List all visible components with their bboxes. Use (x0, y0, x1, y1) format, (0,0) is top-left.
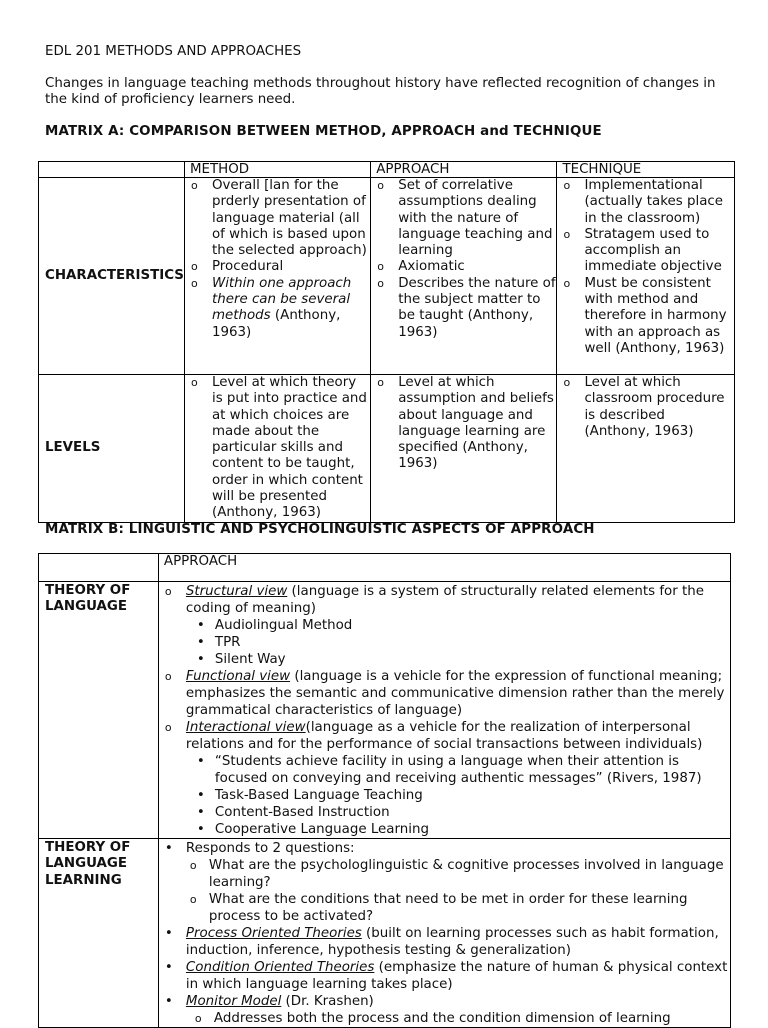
levels-method-cell (184, 375, 370, 523)
matrix-a-header-row (39, 162, 735, 178)
condition-oriented-text: (emphasize the nature of human & physical context in which language learning takes place) (185, 960, 728, 992)
matrix-b-heading: MATRIX B: LINGUISTIC AND PSYCHOLINGUISTIC ASPECTS OF APPROACH (45, 522, 595, 537)
matrix-b-corner-cell (39, 554, 159, 582)
row-label-theory-of-language-learning: THEORY OF LANGUAGE LEARNING (39, 839, 159, 1028)
matrix-a-table (38, 161, 735, 523)
levels-approach-cell (371, 375, 557, 523)
row-label-theory-of-language: THEORY OF LANGUAGE (39, 582, 159, 839)
intro-paragraph: Changes in language teaching methods throughout history have reflected recognition of changes in the kind of proficiency learners need. (45, 76, 716, 108)
italic-text: Within one approach there can be several methods (211, 275, 352, 324)
characteristics-row (39, 178, 735, 375)
matrix-b-table (38, 553, 731, 1028)
col-header-approach-b: APPROACH (158, 554, 730, 582)
list-item: • Cooperative Language Learning (159, 821, 730, 838)
list-item: o Implementational (actually takes place in the classroom) (557, 178, 734, 227)
levels-technique-cell (557, 375, 735, 523)
theory-of-language-row (39, 582, 731, 839)
theory-of-language-learning-cell (158, 839, 730, 1028)
matrix-a-heading: MATRIX A: COMPARISON BETWEEN METHOD, APPROACH and TECHNIQUE (45, 124, 602, 139)
responds-text: Responds to 2 questions: (185, 841, 355, 856)
functional-view-text: (language is a vehicle for the expression of functional meaning; emphasizes the semantic and communicative dimension rather than the merely grammatical characteristics of language) (185, 669, 725, 718)
list-item: o Stratagem used to accomplish an immediate objective (557, 227, 734, 276)
theory-of-language-learning-row (39, 839, 731, 1028)
interactional-view-term: Interactional view (185, 720, 306, 735)
list-item: • Silent Way (159, 651, 730, 668)
course-title: EDL 201 METHODS AND APPROACHES (45, 44, 302, 59)
list-item: o Level at which theory is put into practice and at which choices are made about the particular skills and content to be taught, order in which content will be presented (Anthony, 1963) (185, 375, 370, 522)
structural-view-text: (language is a system of structurally related elements for the coding of meaning) (185, 584, 704, 616)
list-item (159, 993, 730, 1027)
matrix-a-corner-cell (39, 162, 185, 178)
list-item: o Procedural (185, 259, 370, 275)
matrix-b-header-row (39, 554, 731, 582)
col-header-approach: APPROACH (371, 162, 557, 178)
characteristics-approach-cell (371, 178, 557, 375)
list-item: o Describes the nature of the subject matter to be taught (Anthony, 1963) (371, 276, 556, 341)
list-item: o Axiomatic (371, 259, 556, 275)
condition-oriented-term: Condition Oriented Theories (185, 960, 375, 975)
list-item (159, 925, 730, 959)
list-item: o What are the psychologlinguistic & cognitive processes involved in language learning? (159, 857, 730, 891)
col-header-method: METHOD (184, 162, 370, 178)
list-item (159, 719, 730, 838)
list-item: o Addresses both the process and the condition dimension of learning (164, 1010, 730, 1027)
list-item: o Must be consistent with method and therefore in harmony with an approach as well (Anthony, 1963) (557, 276, 734, 357)
list-item: o What are the conditions that need to be met in order for these learning process to be activated? (159, 891, 730, 925)
citation-text: (Anthony, 1963) (211, 308, 341, 340)
list-item: • “Students achieve facility in using a language when their attention is focused on conveying and receiving authentic messages” (Rivers, 1987) (159, 753, 730, 787)
monitor-model-text: (Dr. Krashen) (281, 994, 374, 1009)
theory-of-language-cell (158, 582, 730, 839)
list-item (159, 668, 730, 719)
list-item (159, 959, 730, 993)
monitor-model-term: Monitor Model (185, 994, 282, 1009)
structural-view-term: Structural view (185, 584, 288, 599)
list-item: • Content-Based Instruction (159, 804, 730, 821)
characteristics-method-cell (184, 178, 370, 375)
list-item: o Overall [lan for the prderly presentation of language material (all of which is based upon the selected approach) (185, 178, 370, 259)
list-item: o Level at which assumption and beliefs about language and language learning are specified (Anthony, 1963) (371, 375, 556, 473)
row-label-characteristics: CHARACTERISTICS (39, 178, 185, 375)
list-item: • TPR (159, 634, 730, 651)
list-item (185, 276, 370, 341)
row-label-levels: LEVELS (39, 375, 185, 523)
functional-view-term: Functional view (185, 669, 291, 684)
list-item: • Audiolingual Method (159, 617, 730, 634)
list-item: • Task-Based Language Teaching (159, 787, 730, 804)
list-item: o Level at which classroom procedure is described (Anthony, 1963) (557, 375, 734, 440)
interactional-view-text: (language as a vehicle for the realization of interpersonal relations and for the performance of social transactions between individuals) (185, 720, 703, 752)
characteristics-technique-cell (557, 178, 735, 375)
process-oriented-text: (built on learning processes such as habit formation, induction, inference, hypothesis testing & generalization) (185, 926, 719, 958)
col-header-technique: TECHNIQUE (557, 162, 735, 178)
list-item: o Set of correlative assumptions dealing with the nature of language teaching and learning (371, 178, 556, 259)
list-item (159, 583, 730, 668)
list-item (159, 840, 730, 925)
process-oriented-term: Process Oriented Theories (185, 926, 362, 941)
levels-row (39, 375, 735, 523)
